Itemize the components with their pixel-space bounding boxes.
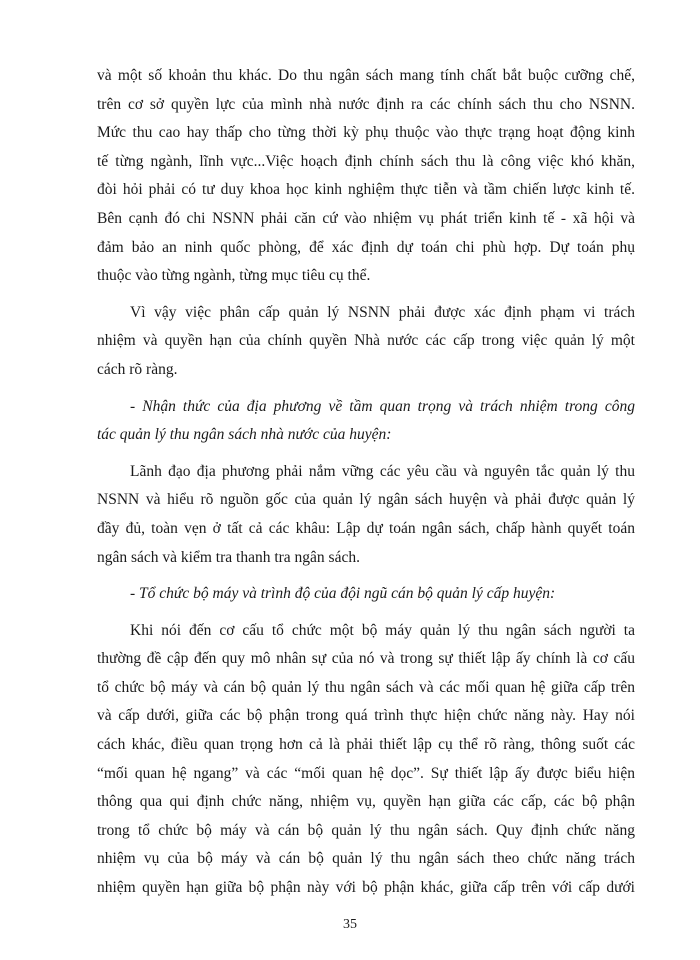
text-line: đảm bảo an ninh quốc phòng, để xác định dự toán chi phù hợp. Dự toán phụ [97, 238, 635, 256]
text-line: thông qua qui định chức năng, nhiệm vụ, quyền hạn giữa các cấp, các bộ phận [97, 793, 635, 811]
text-line: trong tổ chức bộ máy và cán bộ quản lý thu ngân sách. Quy định chức năng [97, 821, 635, 839]
paragraph [97, 393, 635, 450]
text-line: nhiệm và quyền hạn của chính quyền Nhà nước các cấp trong việc quản lý một [97, 332, 635, 350]
text-line: Vì vậy việc phân cấp quản lý NSNN phải được xác định phạm vi trách [130, 303, 635, 321]
text-line: tác quản lý thu ngân sách nhà nước của huyện: [97, 426, 392, 444]
text-line: Khi nói đến cơ cấu tổ chức một bộ máy quản lý thu ngân sách người ta [130, 621, 635, 639]
text-line: nhiệm vụ của bộ máy và cán bộ quản lý thu ngân sách theo chức năng trách [97, 850, 635, 868]
text-line: và một số khoản thu khác. Do thu ngân sách mang tính chất bắt buộc cưỡng chế, [97, 67, 635, 84]
paragraph-gap [97, 450, 635, 458]
paragraph [97, 299, 635, 385]
text-line: thuộc vào từng ngành, từng mục tiêu cụ thể. [97, 267, 371, 285]
text-line: và cấp dưới, giữa các bộ phận trong quá trình thực hiện chức năng này. Hay nói [97, 707, 635, 725]
text-line: tổ chức bộ máy và cán bộ quản lý thu ngân sách và các mối quan hệ giữa cấp trên [97, 678, 635, 696]
text-line: Mức thu cao hay thấp cho từng thời kỳ phụ thuộc vào thực trạng hoạt động kinh [97, 124, 635, 142]
paragraph [97, 580, 635, 609]
page-number: 35 [343, 917, 357, 932]
paragraph [97, 458, 635, 572]
document-body [97, 62, 635, 903]
paragraph-gap [97, 385, 635, 393]
text-line: - Tổ chức bộ máy và trình độ của đội ngũ cán bộ quản lý cấp huyện: [130, 585, 556, 603]
paragraph [97, 62, 635, 291]
paragraph-gap [97, 291, 635, 299]
paragraph-gap [97, 609, 635, 617]
text-line: NSNN và hiểu rõ nguồn gốc của quản lý ngân sách huyện và phải được quản lý [97, 491, 635, 509]
text-line: thường đề cập đến quy mô nhân sự của nó và trong sự thiết lập ấy chính là cơ cấu [97, 650, 635, 668]
text-line: “mối quan hệ ngang” và các “mối quan hệ dọc”. Sự thiết lập ấy được biểu hiện [97, 764, 635, 782]
text-line: trên cơ sở quyền lực của mình nhà nước định ra các chính sách thu cho NSNN. [97, 95, 635, 113]
paragraph [97, 617, 635, 903]
text-line: ngân sách và kiểm tra thanh tra ngân sách. [97, 548, 360, 566]
text-line: cách rõ ràng. [97, 360, 178, 378]
text-line: nhiệm quyền hạn giữa bộ phận này với bộ phận khác, giữa cấp trên với cấp dưới [97, 879, 635, 897]
paragraph-gap [97, 572, 635, 580]
text-line: - Nhận thức của địa phương về tầm quan trọng và trách nhiệm trong công [130, 397, 635, 415]
text-line: Bên cạnh đó chi NSNN phải căn cứ vào nhiệm vụ phát triển kinh tế - xã hội và [97, 209, 635, 227]
text-line: cách khác, điều quan trọng hơn cả là phải thiết lập cụ thể rõ ràng, thông suốt các [97, 736, 635, 754]
text-line: Lãnh đạo địa phương phải nắm vững các yêu cầu và nguyên tắc quản lý thu [130, 462, 635, 480]
text-line: tế từng ngành, lĩnh vực...Việc hoạch định chính sách thu là công việc khó khăn, [97, 152, 635, 170]
text-line: đòi hỏi phải có tư duy khoa học kinh nghiệm thực tiễn và tầm chiến lược kinh tế. [97, 181, 635, 199]
text-line: đầy đủ, toàn vẹn ở tất cả các khâu: Lập dự toán ngân sách, chấp hành quyết toán [97, 519, 635, 537]
